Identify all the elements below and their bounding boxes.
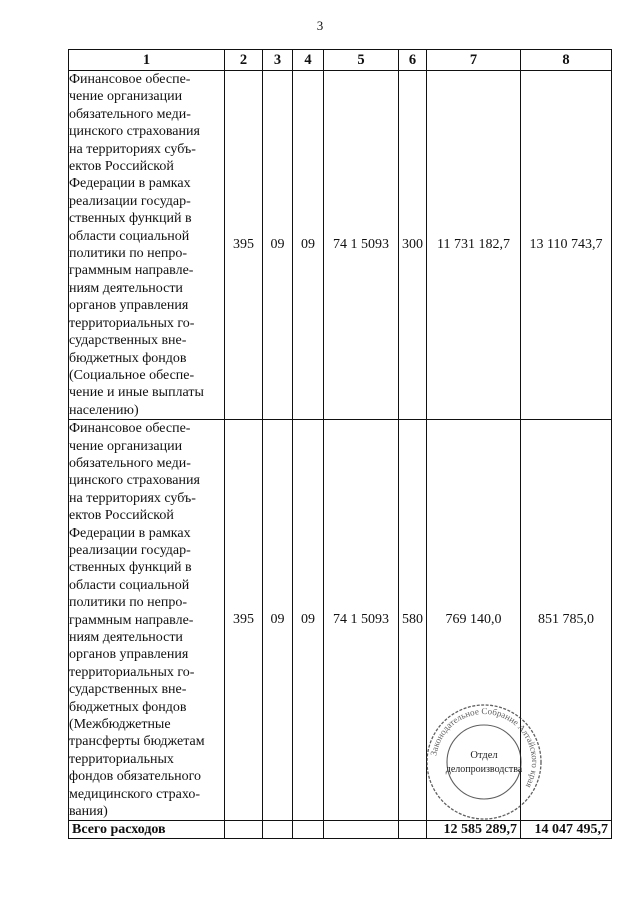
description-line: бюджетных фондов <box>69 699 187 715</box>
total-empty-cell <box>263 821 293 839</box>
description-line: сударственных вне- <box>69 682 187 698</box>
description-line: трансферты бюджетам <box>69 734 205 750</box>
description-line: вания) <box>69 804 108 820</box>
cell-col-7: 769 140,0 <box>427 420 521 821</box>
total-col-7: 12 585 289,7 <box>427 821 521 839</box>
description-line: (Социальное обеспе- <box>69 367 195 383</box>
description-line: органов управления <box>69 298 189 314</box>
description-line: граммным направле- <box>69 612 194 628</box>
description-line: чение организации <box>69 89 183 105</box>
description-line: ектов Российской <box>69 508 174 524</box>
header-col-5: 5 <box>324 50 399 71</box>
total-empty-cell <box>293 821 324 839</box>
description-line: области социальной <box>69 228 190 244</box>
header-col-8: 8 <box>521 50 612 71</box>
cell-col-2: 395 <box>225 420 263 821</box>
page-number: 3 <box>316 18 324 33</box>
description-line: Финансовое обеспе- <box>69 72 191 87</box>
description-line: территориальных <box>69 751 174 767</box>
cell-col-3: 09 <box>263 71 293 420</box>
description-line: медицинского страхо- <box>69 786 201 802</box>
description-line: территориальных го- <box>69 664 195 680</box>
stamp-line-1: Отдел <box>470 750 498 761</box>
description-line: ниям деятельности <box>69 280 183 296</box>
total-row <box>69 821 612 839</box>
cell-col-6: 580 <box>399 420 427 821</box>
total-label: Всего расходов <box>69 821 225 839</box>
description-line: ственных функций в <box>69 211 192 227</box>
description-line: бюджетных фондов <box>69 350 187 366</box>
header-col-4: 4 <box>293 50 324 71</box>
header-row <box>69 50 612 71</box>
header-col-7: 7 <box>427 50 521 71</box>
description-line: территориальных го- <box>69 315 195 331</box>
cell-col-5: 74 1 5093 <box>324 420 399 821</box>
description-line: ственных функций в <box>69 560 192 576</box>
description-line: Федерации в рамках <box>69 525 191 541</box>
cell-col-7: 11 731 182,7 <box>427 71 521 420</box>
total-col-8: 14 047 495,7 <box>521 821 612 839</box>
description-line: чение организации <box>69 438 183 454</box>
description-line: цинского страхования <box>69 124 200 140</box>
description-line: органов управления <box>69 647 189 663</box>
stamp-ring-text: Законодательное Собрание Алтайского края <box>428 705 541 790</box>
table-row <box>69 71 612 420</box>
total-empty-cell <box>324 821 399 839</box>
cell-col-4: 09 <box>293 420 324 821</box>
description-line: сударственных вне- <box>69 333 187 349</box>
description-line: Федерации в рамках <box>69 176 191 192</box>
row-description <box>69 420 225 821</box>
description-line: граммным направле- <box>69 263 194 279</box>
cell-col-8: 851 785,0 <box>521 420 612 821</box>
cell-col-4: 09 <box>293 71 324 420</box>
cell-col-8: 13 110 743,7 <box>521 71 612 420</box>
description-line: реализации государ- <box>69 542 191 558</box>
description-line: на территориях субъ- <box>69 490 196 506</box>
description-line: политики по непро- <box>69 246 188 262</box>
header-col-3: 3 <box>263 50 293 71</box>
description-line: обязательного меди- <box>69 455 191 471</box>
cell-col-5: 74 1 5093 <box>324 71 399 420</box>
cell-col-3: 09 <box>263 420 293 821</box>
description-line: (Межбюджетные <box>69 717 171 733</box>
description-line: ектов Российской <box>69 159 174 175</box>
total-empty-cell <box>225 821 263 839</box>
description-line: на территориях субъ- <box>69 141 196 157</box>
description-line: политики по непро- <box>69 595 188 611</box>
description-line: Финансовое обеспе- <box>69 421 191 437</box>
description-line: ниям деятельности <box>69 630 183 645</box>
description-line: обязательного меди- <box>69 106 191 122</box>
description-line: фондов обязательного <box>69 769 201 785</box>
description-line: реализации государ- <box>69 193 191 209</box>
table-row <box>69 420 612 821</box>
row-description <box>69 71 225 420</box>
description-line: чение и иные выплаты <box>69 385 204 401</box>
budget-table <box>68 49 612 839</box>
stamp-line-2: делопроизводства <box>445 764 523 775</box>
header-col-2: 2 <box>225 50 263 71</box>
description-line: области социальной <box>69 577 190 593</box>
header-col-6: 6 <box>399 50 427 71</box>
description-line: населению) <box>69 402 139 418</box>
header-col-1: 1 <box>69 50 225 71</box>
cell-col-6: 300 <box>399 71 427 420</box>
cell-col-2: 395 <box>225 71 263 420</box>
description-line: цинского страхования <box>69 473 200 489</box>
total-empty-cell <box>399 821 427 839</box>
